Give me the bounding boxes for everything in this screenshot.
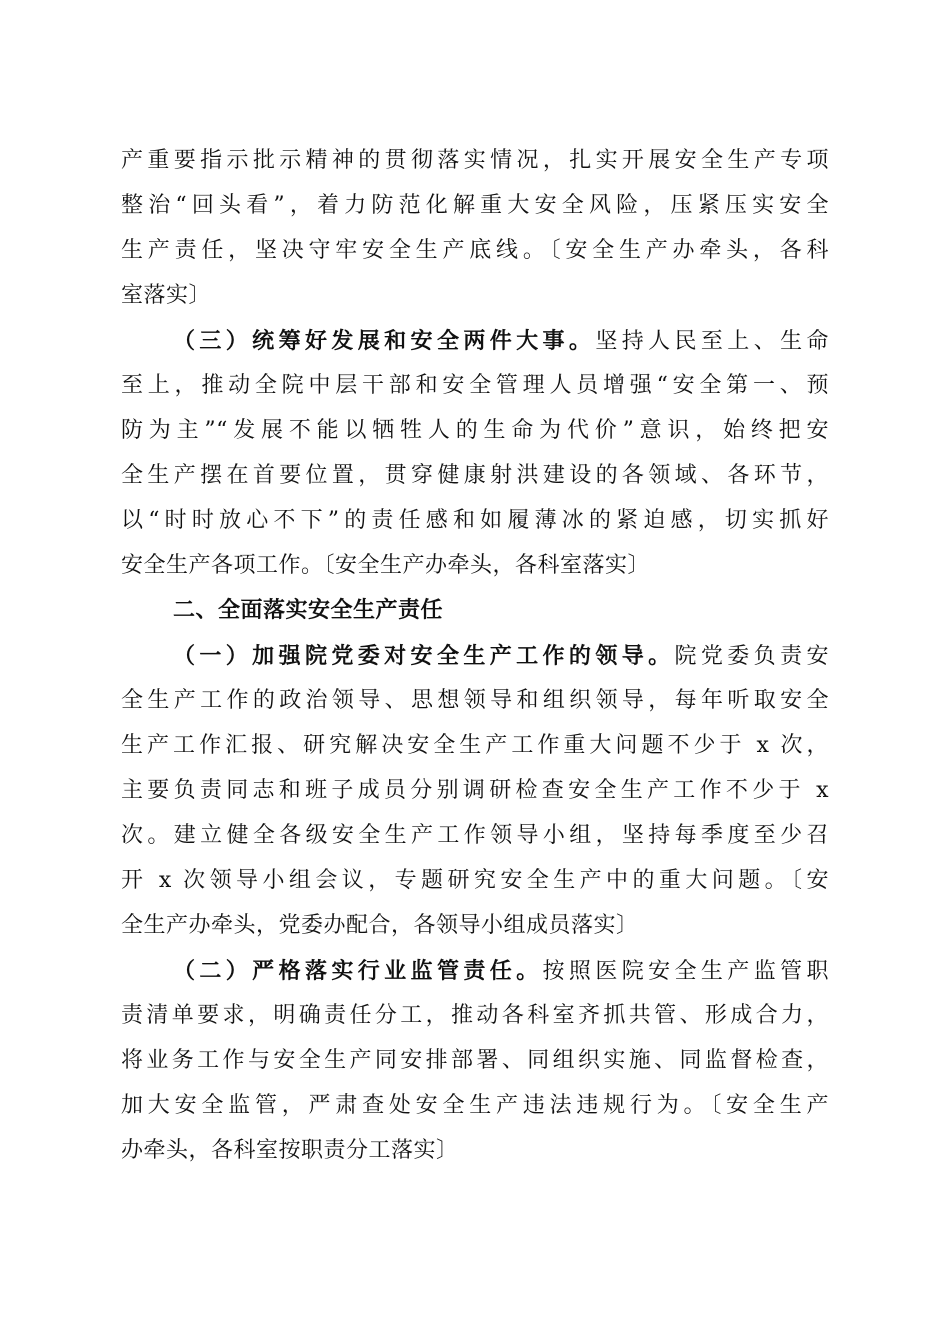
body-line: 整治“回头看”，着力防范化解重大安全风险，压紧压实安全	[121, 193, 829, 218]
paragraph-first-line	[173, 326, 829, 357]
body-line: 主要负责同志和班子成员分别调研检查安全生产工作不少于 x	[121, 778, 829, 803]
body-line: 责清单要求，明确责任分工，推动各科室齐抓共管、形成合力，	[121, 1003, 829, 1028]
body-line: 开 x 次领导小组会议，专题研究安全生产中的重大问题。〔安	[121, 868, 829, 893]
body-line: 全生产摆在首要位置，贯穿健康射洪建设的各领域、各环节，	[121, 463, 829, 488]
body-line: 以“时时放心不下”的责任感和如履薄冰的紧迫感，切实抓好	[121, 508, 829, 533]
body-line: 办牵头，各科室按职责分工落实〕	[121, 1138, 459, 1163]
body-line: 生产工作汇报、研究解决安全生产工作重大问题不少于 x 次，	[121, 733, 829, 758]
subsection-title: （三）统筹好发展和安全两件大事。	[173, 328, 596, 354]
body-line: 至上，推动全院中层干部和安全管理人员增强“安全第一、预	[121, 373, 829, 398]
section-heading: 二、全面落实安全生产责任	[173, 598, 444, 623]
body-line: 全生产工作的政治领导、思想领导和组织领导，每年听取安全	[121, 688, 829, 713]
subsection-title: （一）加强院党委对安全生产工作的领导。	[173, 643, 675, 669]
paragraph-first-line	[173, 641, 829, 672]
body-text: 坚持人民至上、生命	[595, 329, 829, 354]
body-line: 将业务工作与安全生产同安排部署、同组织实施、同监督检查，	[121, 1048, 829, 1073]
body-line: 安全生产各项工作。〔安全生产办牵头，各科室落实〕	[121, 553, 651, 578]
body-line: 次。建立健全各级安全生产工作领导小组，坚持每季度至少召	[121, 823, 829, 848]
body-text: 按照医院安全生产监管职	[542, 959, 829, 984]
body-line: 防为主”“发展不能以牺牲人的生命为代价”意识，始终把安	[121, 418, 829, 443]
subsection-title: （二）严格落实行业监管责任。	[173, 958, 543, 984]
body-line: 生产责任，坚决守牢安全生产底线。〔安全生产办牵头，各科	[121, 238, 829, 263]
body-text: 院党委负责安	[674, 644, 829, 669]
body-line: 产重要指示批示精神的贯彻落实情况，扎实开展安全生产专项	[121, 148, 829, 173]
body-line: 加大安全监管，严肃查处安全生产违法违规行为。〔安全生产	[121, 1093, 829, 1118]
body-line: 室落实〕	[121, 283, 212, 308]
body-line: 全生产办牵头，党委办配合，各领导小组成员落实〕	[121, 913, 639, 938]
paragraph-first-line	[173, 956, 829, 987]
